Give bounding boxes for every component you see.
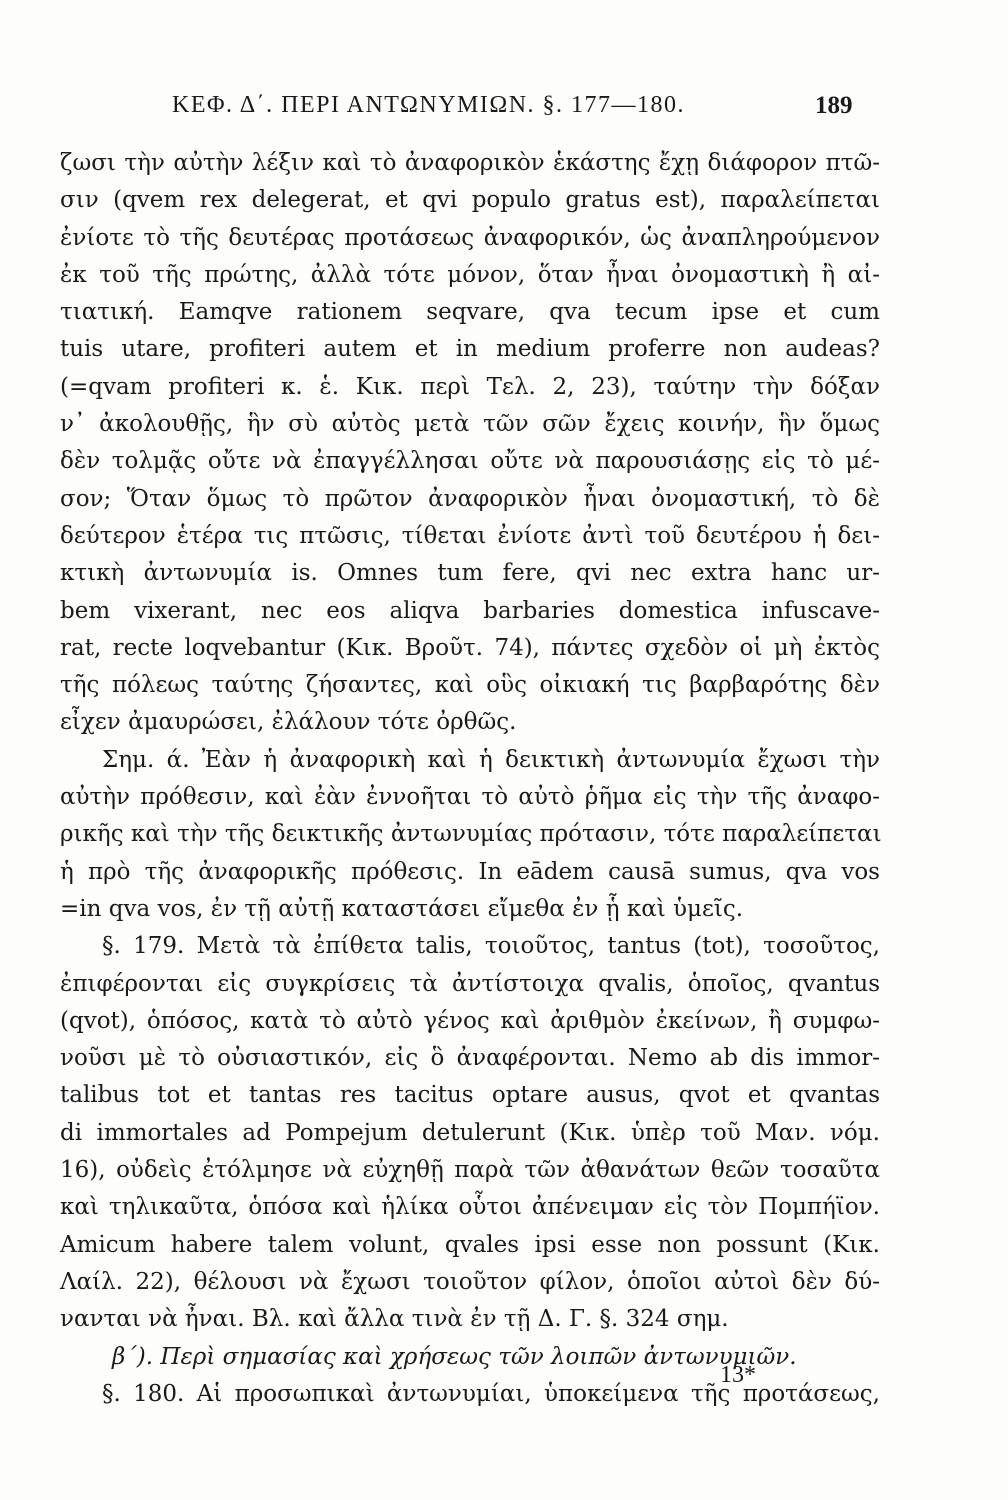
text-line: ν᾽ ἀκολουθῇς, ἣν σὺ αὐτὸς μετὰ τῶν σῶν ἔχεις κοινήν, ἣν ὅμως	[60, 411, 880, 438]
subsection-heading: β΄). Περὶ σημασίας καὶ χρήσεως τῶν λοιπῶν ἀντωνυμιῶν.	[112, 1343, 797, 1370]
text-line: Amicum habere talem volunt, qvales ipsi esse non possunt (Κικ.	[60, 1231, 880, 1258]
text-line: di immortales ad Pompejum detulerunt (Κικ. ὑπὲρ τοῦ Μαν. νόμ.	[60, 1119, 880, 1146]
section-179-first-line: §. 179. Μετὰ τὰ ἐπίθετα talis, τοιοῦτος, tantus (tot), τοσοῦτος,	[102, 933, 880, 960]
text-line: κτικὴ ἀντωνυμία is. Omnes tum fere, qvi nec extra hanc ur-	[60, 560, 880, 587]
text-line: εἶχεν ἀμαυρώσει, ἐλάλουν τότε ὀρθῶς.	[60, 709, 517, 736]
body-text	[60, 145, 880, 1413]
text-line: ἐνίοτε τὸ τῆς δευτέρας προτάσεως ἀναφορικόν, ὡς ἀναπληρούμενον	[60, 224, 880, 251]
text-line: (qvot), ὁπόσος, κατὰ τὸ αὐτὸ γένος καὶ ἀριθμὸν ἐκείνων, ἢ συμφω-	[60, 1007, 880, 1034]
text-line: καὶ τηλικαῦτα, ὁπόσα καὶ ἡλίκα οὗτοι ἀπένειμαν εἰς τὸν Πομπήϊον.	[60, 1194, 880, 1221]
text-line: ρικῆς καὶ τὴν τῆς δεικτικῆς ἀντωνυμίας πρότασιν, τότε παραλείπεται	[60, 821, 882, 848]
text-line: 16), οὐδεὶς ἐτόλμησε νὰ εὐχηθῇ παρὰ τῶν ἀθανάτων θεῶν τοσαῦτα	[60, 1157, 880, 1184]
text-line: (=qvam profiteri κ. ἑ. Κικ. περὶ Τελ. 2, 23), ταύτην τὴν δόξαν	[60, 373, 880, 400]
text-line: ἐκ τοῦ τῆς πρώτης, ἀλλὰ τότε μόνον, ὅταν ἦναι ὀνομαστικὴ ἢ αἰ-	[60, 261, 880, 288]
text-line: =in qva vos, ἐν τῇ αὐτῇ καταστάσει εἴμεθα ἐν ᾗ καὶ ὑμεῖς.	[60, 895, 744, 922]
text-line: Λαίλ. 22), θέλουσι νὰ ἔχωσι τοιοῦτον φίλον, ὁποῖοι αὐτοὶ δὲν δύ-	[60, 1268, 880, 1295]
text-line: τῆς πόλεως ταύτης ζήσαντες, καὶ οὓς οἰκιακή τις βαρβαρότης δὲν	[60, 672, 880, 699]
note-first-line: Σημ. ά. Ἐὰν ἡ ἀναφορικὴ καὶ ἡ δεικτικὴ ἀντωνυμία ἔχωσι τὴν	[102, 746, 880, 773]
page-header	[60, 92, 880, 132]
text-line: bem vixerant, nec eos aliqva barbaries domestica infuscave-	[60, 597, 880, 624]
text-line: δὲν τολμᾷς οὔτε νὰ ἐπαγγέλλησαι οὔτε νὰ παρουσιάσῃς εἰς τὸ μέ-	[60, 448, 880, 475]
text-line: tuis utare, profiteri autem et in medium proferre non audeas?	[60, 336, 880, 363]
signature-mark: 13*	[720, 1362, 756, 1388]
text-line: αὐτὴν πρόθεσιν, καὶ ἐὰν ἐννοῆται τὸ αὐτὸ ῥῆμα εἰς τὴν τῆς ἀναφο-	[60, 784, 880, 811]
page-number: 189	[815, 92, 853, 119]
text-line: τιατική. Eamqve rationem seqvare, qva tecum ipse et cum	[60, 299, 880, 326]
text-line: rat, recte loqvebantur (Κικ. Βροῦτ. 74), πάντες σχεδὸν οἱ μὴ ἐκτὸς	[60, 634, 880, 661]
section-180-first-line: §. 180. Αἱ προσωπικαὶ ἀντωνυμίαι, ὑποκείμενα τῆς προτάσεως,	[102, 1380, 880, 1407]
text-line: talibus tot et tantas res tacitus optare ausus, qvot et qvantas	[60, 1082, 880, 1109]
text-line: ζωσι τὴν αὐτὴν λέξιν καὶ τὸ ἀναφορικὸν ἑκάστης ἔχῃ διάφορον πτῶ-	[60, 150, 880, 176]
text-line: ἐπιφέρονται εἰς συγκρίσεις τὰ ἀντίστοιχα qvalis, ὁποῖος, qvantus	[60, 970, 880, 997]
text-line: σιν (qvem rex delegerat, et qvi populo gratus est), παραλείπεται	[60, 187, 880, 214]
text-line: νοῦσι μὲ τὸ οὐσιαστικόν, εἰς ὃ ἀναφέρονται. Nemo ab dis immor-	[60, 1045, 880, 1072]
text-line: ἡ πρὸ τῆς ἀναφορικῆς πρόθεσις. In eādem causā sumus, qva vos	[60, 858, 880, 885]
text-line: νανται νὰ ἦναι. Βλ. καὶ ἄλλα τινὰ ἐν τῇ Δ. Γ. §. 324 σημ.	[60, 1306, 729, 1333]
running-title: ΚΕΦ. Δ΄. ΠΕΡΙ ΑΝΤΩΝΥΜΙΩΝ. §. 177—180.	[172, 92, 686, 118]
text-line: δεύτερον ἑτέρα τις πτῶσις, τίθεται ἐνίοτε ἀντὶ τοῦ δευτέρου ἡ δει-	[60, 522, 880, 549]
text-line: σον; Ὅταν ὅμως τὸ πρῶτον ἀναφορικὸν ἦναι ὀνομαστική, τὸ δὲ	[60, 485, 880, 512]
